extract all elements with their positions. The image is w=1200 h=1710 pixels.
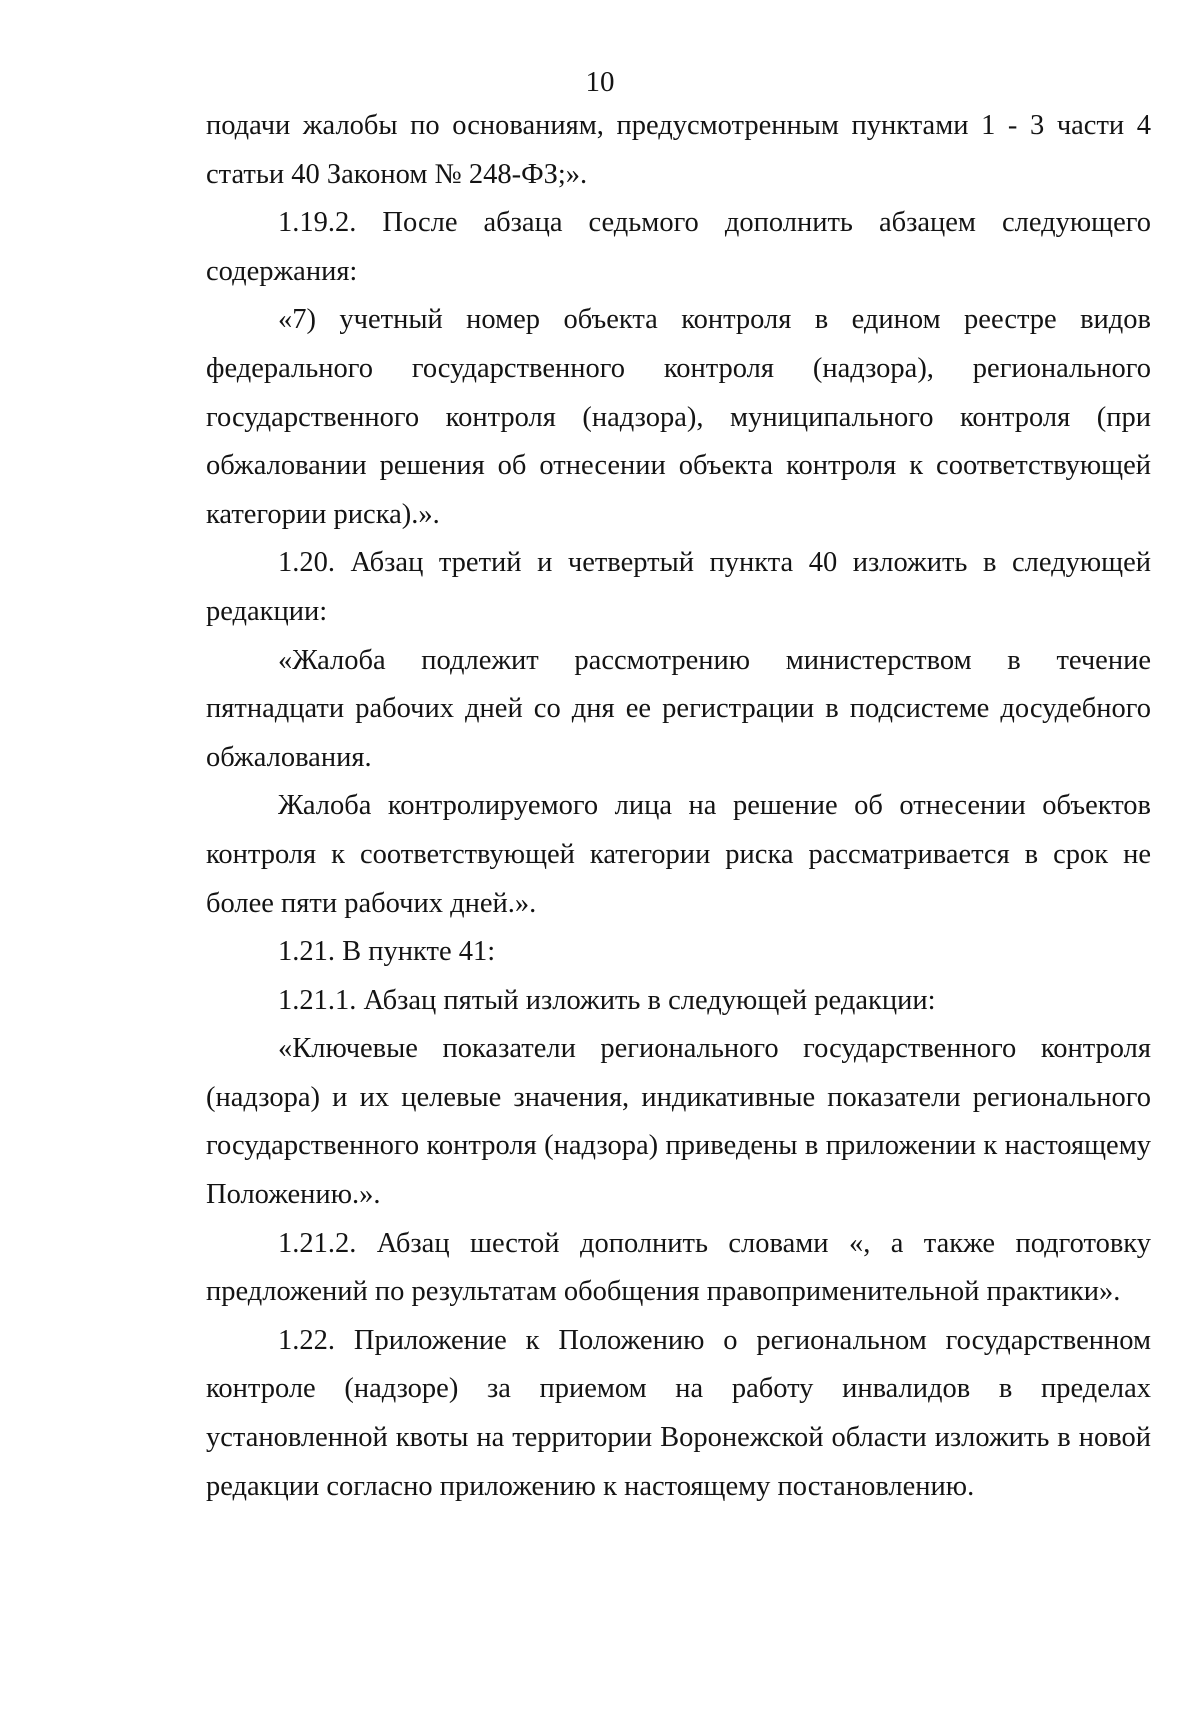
paragraph-1-21-2: 1.21.2. Абзац шестой дополнить словами «, а также подготовку предложений по результатам обобщения правоприменительной практики». bbox=[206, 1227, 1151, 1308]
paragraph-quote-key-indicators: «Ключевые показатели регионального государственного контроля (надзора) и их целевые значения, индикативные показатели регионального государственного контроля (надзора) приведены в приложении к настоящему Положению.». bbox=[206, 1033, 1151, 1211]
page-number: 10 bbox=[585, 66, 615, 98]
paragraph-quote-item-7: «7) учетный номер объекта контроля в едином реестре видов федерального государственного контроля (надзора), регионального государственного контроля (надзора), муниципального контроля (при обжаловании решения об отнесении объекта контроля к соответствующей категории риска).». bbox=[206, 304, 1151, 530]
paragraph-1-21-1: 1.21.1. Абзац пятый изложить в следующей редакции: bbox=[278, 984, 936, 1016]
paragraph-1-19-2: 1.19.2. После абзаца седьмого дополнить абзацем следующего содержания: bbox=[206, 207, 1151, 287]
paragraph-1-20: 1.20. Абзац третий и четвертый пункта 40 изложить в следующей редакции: bbox=[206, 547, 1151, 627]
paragraph-quote-complaint: «Жалоба подлежит рассмотрению министерством в течение пятнадцати рабочих дней со дня ее регистрации в подсистеме досудебного обжалования. bbox=[206, 644, 1151, 773]
document-body bbox=[206, 102, 1151, 1511]
paragraph-1-21: 1.21. В пункте 41: bbox=[278, 936, 496, 968]
paragraph-complaint-risk-category: Жалоба контролируемого лица на решение об отнесении объектов контроля к соответствующей категории риска рассматривается в срок не более пяти рабочих дней.». bbox=[206, 790, 1151, 919]
paragraph-continuation: подачи жалобы по основаниям, предусмотренным пунктами 1 - 3 части 4 статьи 40 Законом № 248-ФЗ;». bbox=[206, 110, 1151, 190]
paragraph-1-22: 1.22. Приложение к Положению о региональном государственном контроле (надзоре) за приемом на работу инвалидов в пределах установленной квоты на территории Воронежской области изложить в новой редакции согласно приложению к настоящему постановлению. bbox=[206, 1324, 1151, 1502]
